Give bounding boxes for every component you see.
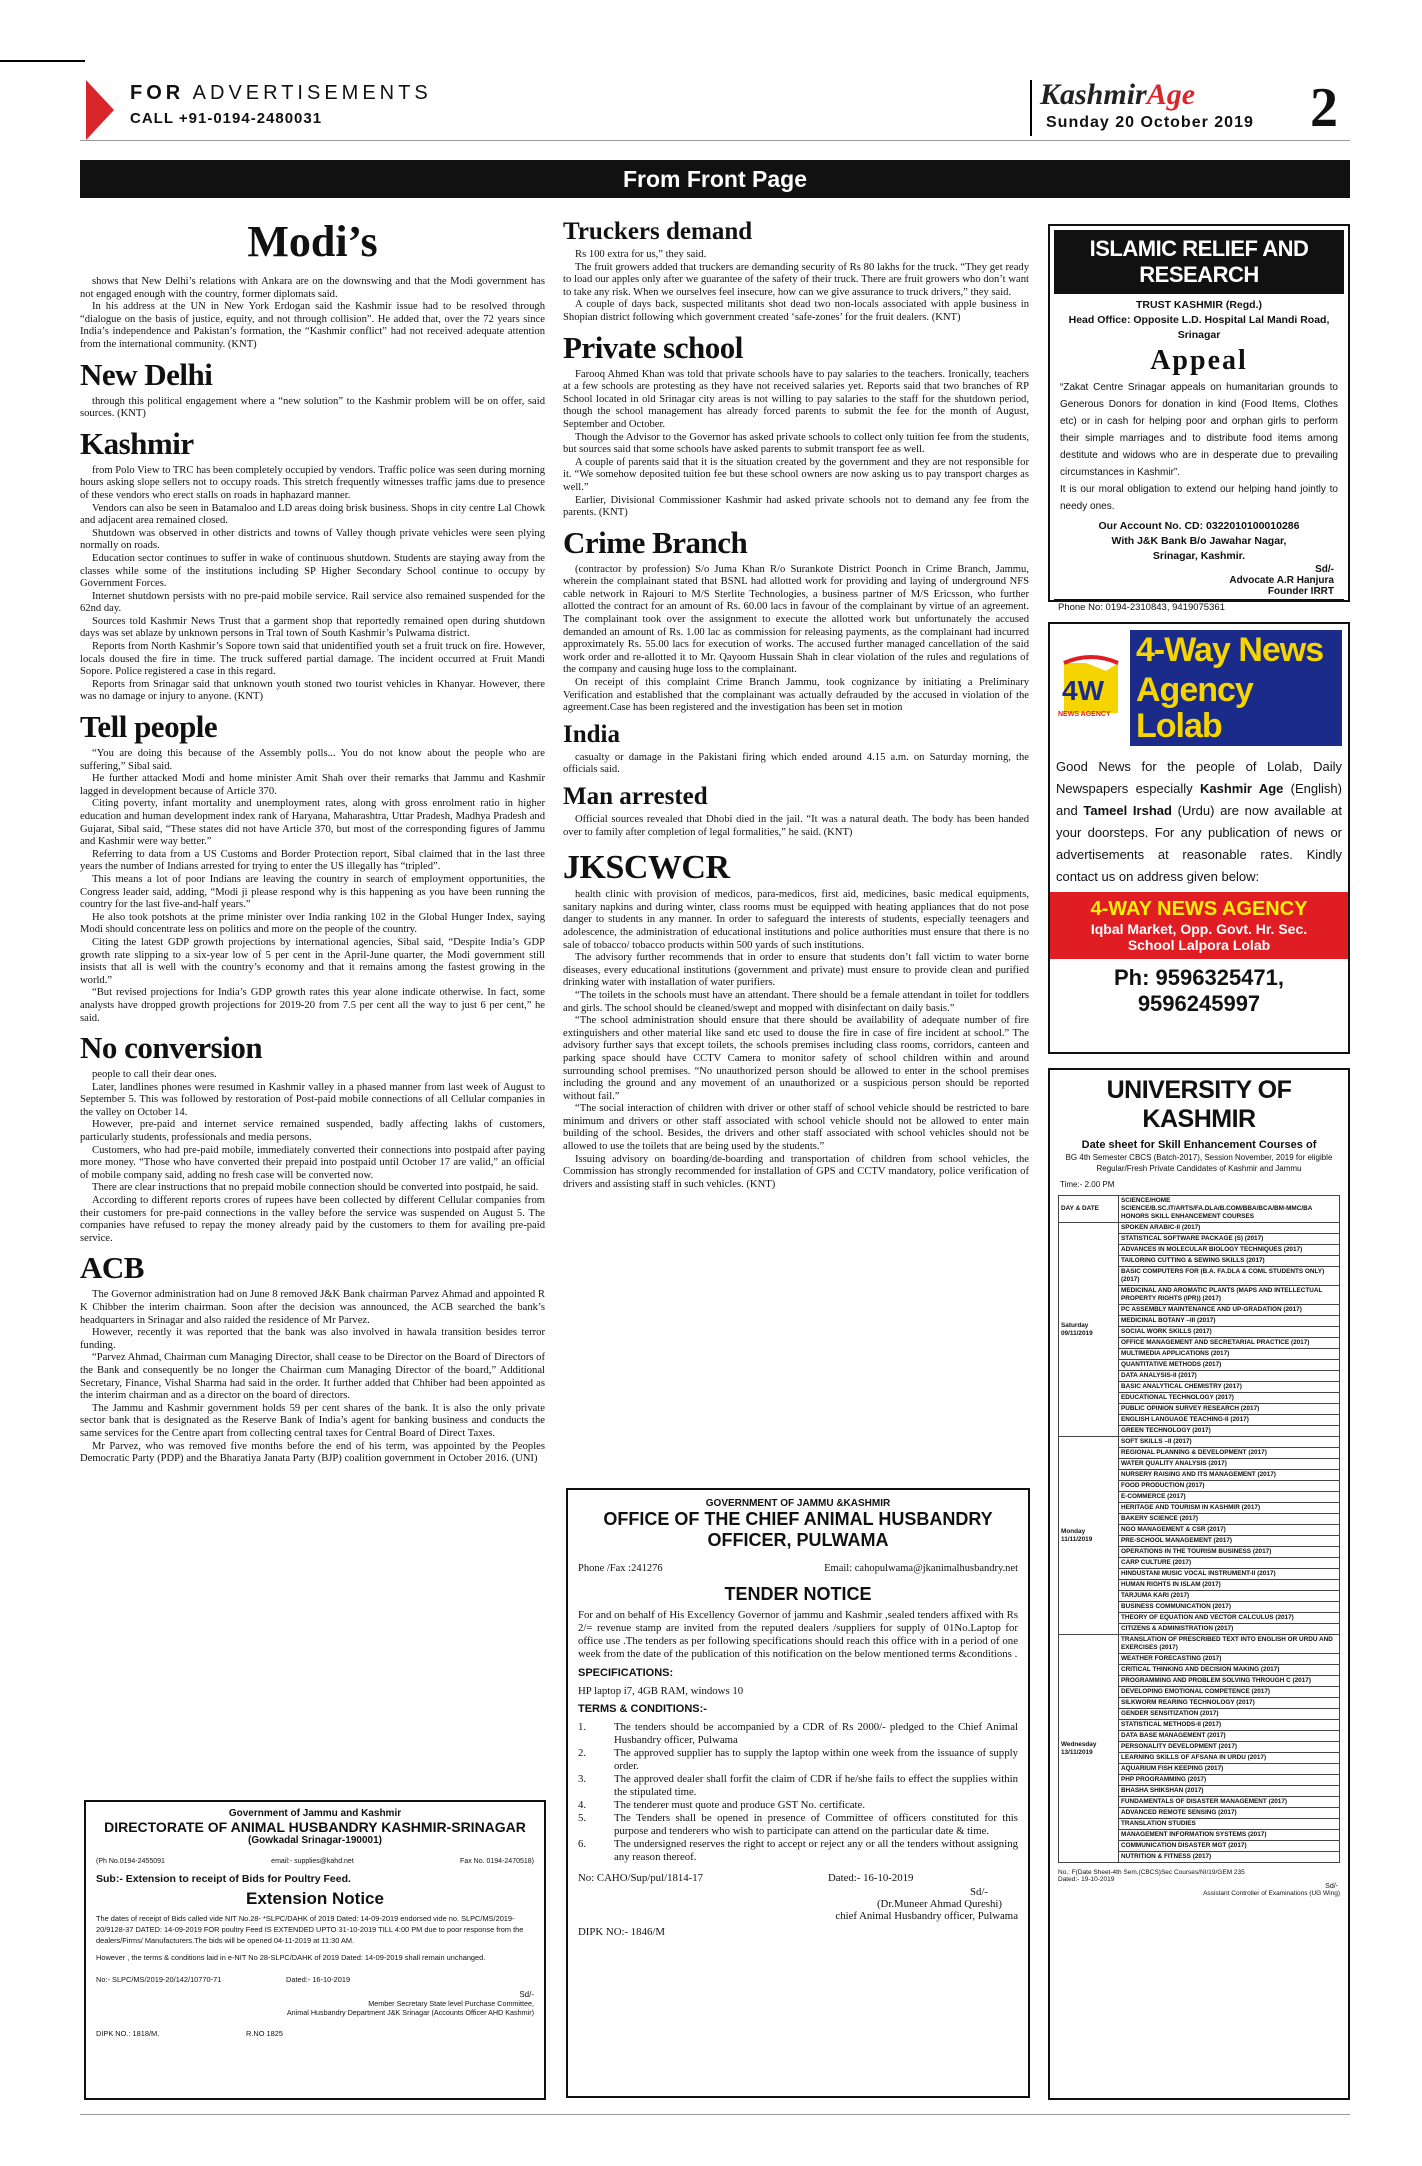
uk-course-cell: NURSERY RAISING AND ITS MANAGEMENT (2017) bbox=[1119, 1470, 1340, 1481]
paragraph: Internet shutdown persists with no pre-paid mobile service. Rail service also remained suspended for the 62nd day. bbox=[80, 590, 545, 615]
uk-course-cell: SILKWORM REARING TECHNOLOGY (2017) bbox=[1119, 1698, 1340, 1709]
uk-course-cell: CRITICAL THINKING AND DECISION MAKING (2017) bbox=[1119, 1665, 1340, 1676]
paragraph: He further attacked Modi and home minister Amit Shah over their remarks that Jammu and Kashmir lagged in development because of Article 370. bbox=[80, 773, 545, 797]
tn-term-number: 3. bbox=[578, 1773, 587, 1785]
uk-row bbox=[1059, 1635, 1340, 1654]
paragraph: through this political engagement where a “new solution” to the Kashmir problem will be on offer, said sources. (KNT) bbox=[80, 395, 545, 420]
paragraph: Earlier, Divisional Commissioner Kashmir had asked private schools not to demand any fee from the parents. (KNT) bbox=[563, 494, 1029, 519]
tn-terms-list bbox=[578, 1721, 1018, 1864]
uk-course-cell: CITIZENS & ADMINISTRATION (2017) bbox=[1119, 1624, 1340, 1635]
uk-row bbox=[1059, 1437, 1340, 1448]
paragraph: However, recently it was reported that the bank was also involved in hawala transition besides terror funding. bbox=[80, 1327, 545, 1351]
dah-fax: Fax No. 0194-2470518) bbox=[460, 1858, 534, 1865]
tn-term-text: The Tenders shall be opened in presence of Committee of officers constituted for this purpose and tenderers who wish to participate can attend on the particular date & time. bbox=[614, 1812, 1018, 1837]
wn-addr-1: Iqbal Market, Opp. Govt. Hr. Sec. bbox=[1090, 921, 1308, 937]
paragraph: Reports from Srinagar said that unknown youth stoned two tourist vehicles in Khanyar. However, there was no damage or injury to anyone. (KNT) bbox=[80, 678, 545, 703]
irr-phone: Phone No: 0194-2310843, 9419075361 bbox=[1054, 599, 1344, 615]
paragraph: Customers, who had pre-paid mobile, immediately converted their connections into postpaid after paying more money. “Those who have converted their prepaid into postpaid until October 17 are valid,” an official of mobile company said, adding no fresh case will be converted now. bbox=[80, 1144, 545, 1181]
story-title-modis: Modi’s bbox=[247, 217, 378, 266]
uk-course-cell: WEATHER FORECASTING (2017) bbox=[1119, 1654, 1340, 1665]
dah-title: DIRECTORATE OF ANIMAL HUSBANDRY KASHMIR-SRINAGAR bbox=[104, 1819, 526, 1835]
tn-ref-date: Dated:- 16-10-2019 bbox=[828, 1872, 914, 1884]
irr-bank: With J&K Bank B/o Jawahar Nagar, bbox=[1111, 535, 1287, 547]
uk-row bbox=[1059, 1223, 1340, 1234]
dah-ref-date: Dated:- 16-10-2019 bbox=[286, 1975, 351, 1984]
wn-phone: Ph: 9596325471, 9596245997 bbox=[1113, 965, 1285, 1016]
directorate-extension-notice bbox=[84, 1800, 546, 2100]
uk-course-cell: TAILORING CUTTING & SEWING SKILLS (2017) bbox=[1119, 1256, 1340, 1267]
paragraph: Later, landlines phones were resumed in Kashmir valley in a phased manner from last week of August to September 5. This was followed by restoration of Post-paid mobile connections of all Cellular companies in the valley on October 14. bbox=[80, 1081, 545, 1118]
dah-email: email:- supplies@kahd.net bbox=[271, 1858, 354, 1865]
tn-ref-no: No: CAHO/Sup/pul/1814-17 bbox=[578, 1872, 704, 1884]
tn-terms-heading: TERMS & CONDITIONS:- bbox=[578, 1703, 707, 1715]
paragraph: Official sources revealed that Dhobi died in the jail. “It was a natural death. The body has been handed over to family after completion of legal formalities,” he said. (KNT) bbox=[563, 814, 1029, 838]
tn-designation: chief Animal Husbandry officer, Pulwama bbox=[835, 1910, 1018, 1922]
paragraph: shows that New Delhi’s relations with Ankara are on the downswing and that the Modi government has not engaged enough with the country, former diplomats said. bbox=[80, 276, 545, 300]
masthead-logo: KashmirAge bbox=[1040, 78, 1196, 111]
uk-course-cell: DATA BASE MANAGEMENT (2017) bbox=[1119, 1731, 1340, 1742]
uk-course-cell: BHASHA SHIKSHAN (2017) bbox=[1119, 1786, 1340, 1797]
tn-term-text: The tenders should be accompanied by a CDR of Rs 2000/- pledged to the Chief Animal Husbandry officer, Pulwama bbox=[614, 1721, 1018, 1746]
paragraph: Referring to data from a US Customs and Border Protection report, Sibal claimed that in the last three years the number of Indians arrested for trying to enter the US illegally has “tripled”. bbox=[80, 848, 545, 873]
story-body-jkscwcr bbox=[563, 889, 1029, 1191]
uk-head-day: DAY & DATE bbox=[1059, 1196, 1119, 1223]
tn-term-item bbox=[578, 1799, 1018, 1812]
story-body-man-arrested bbox=[563, 814, 1029, 839]
story-title-acb: ACB bbox=[80, 1250, 144, 1286]
wn-logo-icon bbox=[1056, 653, 1126, 723]
paragraph: Sources told Kashmir News Trust that a garment shop that reportedly remained open during shutdown days was set ablaze by unknown persons in Tral town of South Kashmir’s Pulwama district. bbox=[80, 615, 545, 640]
uk-course-cell: DATA ANALYSIS-II (2017) bbox=[1119, 1371, 1340, 1382]
issue-date: Sunday 20 October 2019 bbox=[1046, 114, 1254, 131]
dah-member-2: Animal Husbandry Department J&K Srinagar (Accounts Officer AHD Kashmir) bbox=[286, 2008, 534, 2017]
paragraph: “You are doing this because of the Assembly polls... You do not know about the people who are suffering,” Sibal said. bbox=[80, 748, 545, 772]
tn-ref-row bbox=[578, 1872, 1018, 1884]
advertisement-label: FOR ADVERTISEMENTS bbox=[130, 82, 432, 104]
irr-sd: Sd/- bbox=[1315, 564, 1334, 575]
tn-term-number: 4. bbox=[578, 1799, 587, 1811]
paragraph: Education sector continues to suffer in wake of continuous shutdown. Students are staying away from the classes while some of the institutions including SP Higher Secondary School continue to occupy by Government Forces. bbox=[80, 552, 545, 590]
tn-signer: (Dr.Muneer Ahmad Qureshi) bbox=[876, 1898, 1002, 1910]
uk-course-cell: TRANSLATION OF PRESCRIBED TEXT INTO ENGLISH OR URDU AND EXERCISES (2017) bbox=[1119, 1635, 1340, 1654]
wn-logo-sub: NEWS AGENCY bbox=[1058, 711, 1111, 718]
uk-course-cell: ADVANCES IN MOLECULAR BIOLOGY TECHNIQUES (2017) bbox=[1119, 1245, 1340, 1256]
tn-spec: HP laptop i7, 4GB RAM, windows 10 bbox=[578, 1685, 744, 1697]
paragraph: On receipt of this complaint Crime Branch Jammu, took cognizance by initiating a Preliminary Verification and established that the complainant was actually defrauded by the accused in violation of the agreement.Case has been registered and the investigation has been set in motion bbox=[563, 677, 1029, 714]
uk-course-cell: HUMAN RIGHTS IN ISLAM (2017) bbox=[1119, 1580, 1340, 1591]
uk-header-row bbox=[1059, 1196, 1340, 1223]
paragraph: There are clear instructions that no prepaid mobile connection should be converted into postpaid, he said. bbox=[92, 1182, 539, 1194]
tn-term-item bbox=[578, 1721, 1018, 1747]
paragraph: health clinic with provision of medicos, para-medicos, first aid, medicines, basic medical equipments, sanitary napkins and during winter, class rooms must be equipped with heating appliances that do not pose danger to students in any manner. In order to safeguard the interests of students, especially teenagers and adolescence, the administration of educational institutions and police authorities must ensure that there is no sale of tobacco/ tobacco products within 500 yards of such institutions. bbox=[563, 889, 1029, 951]
uk-course-cell: GREEN TECHNOLOGY (2017) bbox=[1119, 1426, 1340, 1437]
dah-member-1: Member Secretary State level Purchase Committee, bbox=[368, 1999, 534, 2008]
paragraph: “The toilets in the schools must have an attendant. There should be a female attendant in toilet for toddlers and girls. The school should be cleaned/swept and mopped with disinfectant on daily basis.” bbox=[563, 989, 1029, 1014]
paragraph: However, pre-paid and internet service remained suspended, badly affecting lakhs of customers, particularly students, professionals and media persons. bbox=[80, 1119, 545, 1144]
uk-footer-no: No.: F(Date Sheet-4th Sem.(CBCS)Sec Courses/NI/19/GEM 235 bbox=[1058, 1869, 1245, 1876]
irr-role: Founder IRRT bbox=[1267, 586, 1334, 597]
tn-heading: TENDER NOTICE bbox=[724, 1584, 872, 1604]
paragraph: According to different reports crores of rupees have been collected by different Cellular companies from their customers for pre-paid connections in the valley before the service was suspended on August 5. The companies have refused to repay the money already paid by the customers to them for availing pre-paid service. bbox=[80, 1195, 545, 1244]
advertisement-phone: CALL +91-0194-2480031 bbox=[130, 110, 323, 127]
story-title-tell-people: Tell people bbox=[80, 709, 218, 745]
story-body-tell-people bbox=[80, 748, 545, 1025]
uk-course-cell: SOFT SKILLS –II (2017) bbox=[1119, 1437, 1340, 1448]
paragraph: “The school administration should ensure that there should be availability of adequate number of fire extinguishers and other material like sand etc used to douse the fire in case of fire incident at school.” The advisory further says that except toilets, the schools premises including class rooms, corridors, canteen and parking space should have CCTV Camera to monitor safety of school children within and around surrounding school premises. “No unauthorized person should be allowed to enter in the school premises including the ground and any movement of an unauthorized or a suspicious person should be reported without fail.” bbox=[563, 1015, 1029, 1102]
dah-subject: Sub:- Extension to receipt of Bids for Poultry Feed. bbox=[96, 1873, 351, 1885]
story-body-kashmir bbox=[80, 465, 545, 704]
wn-contact-block bbox=[1050, 892, 1348, 959]
irr-appeal-heading: Appeal bbox=[1150, 345, 1248, 376]
uk-course-cell: PRE-SCHOOL MANAGEMENT (2017) bbox=[1119, 1536, 1340, 1547]
uk-course-cell: E-COMMERCE (2017) bbox=[1119, 1492, 1340, 1503]
uk-subtitle: Date sheet for Skill Enhancement Courses of bbox=[1081, 1139, 1317, 1151]
bottom-rule bbox=[80, 2114, 1350, 2115]
irr-obligation: It is our moral obligation to extend our helping hand jointly to needy ones. bbox=[1060, 484, 1338, 512]
uk-course-cell: SPOKEN ARABIC-II (2017) bbox=[1119, 1223, 1340, 1234]
tn-govt: GOVERNMENT OF JAMMU &KASHMIR bbox=[705, 1498, 891, 1509]
uk-course-cell: GENDER SENSITIZATION (2017) bbox=[1119, 1709, 1340, 1720]
paragraph: casualty or damage in the Pakistani firing which ended around 4.15 a.m. on Saturday morning, the officials said. bbox=[563, 751, 1029, 776]
uk-course-cell: TARJUMA KARI (2017) bbox=[1119, 1591, 1340, 1602]
uk-course-cell: FUNDAMENTALS OF DISASTER MANAGEMENT (2017) bbox=[1119, 1797, 1340, 1808]
paragraph: Rs 100 extra for us,” they said. bbox=[575, 249, 707, 260]
uk-course-cell: AQUARIUM FISH KEEPING (2017) bbox=[1119, 1764, 1340, 1775]
tn-email: Email: cahopulwama@jkanimalhusbandry.net bbox=[824, 1563, 1018, 1574]
uk-course-cell: ADVANCED REMOTE SENSING (2017) bbox=[1119, 1808, 1340, 1819]
uk-head-course: SCIENCE/HOME SCIENCE/B.SC.IT/ARTS/FA.DLA/B.COM/BBA/BCA/BM-MMC/BA HONORS SKILL ENHANCEMENT COURSES bbox=[1119, 1196, 1340, 1223]
irr-account: Our Account No. CD: 0322010100010286 bbox=[1098, 520, 1300, 532]
four-way-news-ad bbox=[1048, 622, 1350, 1054]
paragraph: Farooq Ahmed Khan was told that private schools have to pay salaries to the teachers. Ironically, teachers at a few schools are protesting as they have not received salaries yet. Reports said that two branches of RP School located in old Srinagar city areas is not willing to pay salaries to the staff for the shutdown period, though the school management has already forced parents to submit the fee for the month of August, September and October. bbox=[563, 368, 1029, 430]
story-title-private-school: Private school bbox=[563, 329, 743, 365]
story-body-new-delhi bbox=[80, 396, 545, 421]
dah-rno: R.NO 1825 bbox=[246, 2029, 283, 2038]
paragraph: Though the Advisor to the Governor has asked private schools to collect only tuition fee from the students, but sources said that some schools have asked parents to submit transport fee as well. bbox=[563, 431, 1029, 456]
uk-title: UNIVERSITY OF KASHMIR bbox=[1106, 1076, 1292, 1133]
story-title-truckers: Truckers demand bbox=[563, 218, 753, 245]
tn-term-number: 1. bbox=[578, 1721, 587, 1733]
paragraph: A couple of days back, suspected militants shot dead two non-locals associated with apple business in Shopian district following which government created ‘safe-zones’ for the fruit dealers. (KNT) bbox=[563, 299, 1029, 323]
wn-header bbox=[1050, 624, 1348, 752]
red-arrow-icon bbox=[86, 80, 114, 140]
paragraph: people to call their dear ones. bbox=[92, 1069, 217, 1081]
uk-course-cell: STATISTICAL METHODS-II (2017) bbox=[1119, 1720, 1340, 1731]
uk-course-cell: PERSONALITY DEVELOPMENT (2017) bbox=[1119, 1742, 1340, 1753]
tn-title: OFFICE OF THE CHIEF ANIMAL HUSBANDRY OFFICER, PULWAMA bbox=[603, 1509, 993, 1550]
top-rule bbox=[0, 60, 85, 62]
tn-term-item bbox=[578, 1838, 1018, 1864]
uk-course-cell: LEARNING SKILLS OF AFSANA IN URDU (2017) bbox=[1119, 1753, 1340, 1764]
wn-addr-2: School Lalpora Lolab bbox=[1127, 937, 1271, 953]
story-title-kashmir: Kashmir bbox=[80, 425, 194, 461]
tn-phone: Phone /Fax :241276 bbox=[578, 1563, 663, 1574]
dah-notice-heading: Extension Notice bbox=[246, 1889, 384, 1908]
tn-term-text: The approved dealer shall forfit the claim of CDR if he/she fails to effect the supplies within the stipulated time. bbox=[614, 1773, 1018, 1798]
uk-course-cell: SOCIAL WORK SKILLS (2017) bbox=[1119, 1327, 1340, 1338]
uk-course-cell: PUBLIC OPINION SURVEY RESEARCH (2017) bbox=[1119, 1404, 1340, 1415]
paragraph: The Governor administration had on June 8 removed J&K Bank chairman Parvez Ahmad and appointed R K Chibber the interim chairman. Soon after the decision was announced, the ACB searched the bank’s headquarters in Srinagar and also raided the residence of Mr Parvez. bbox=[80, 1289, 545, 1326]
wn-title-2: Agency Lolab bbox=[1130, 670, 1342, 746]
dah-ref-no: No:- SLPC/MS/2019-20/142/10770-71 bbox=[96, 1975, 222, 1984]
wn-logo-text: 4W bbox=[1062, 675, 1104, 706]
story-title-new-delhi: New Delhi bbox=[80, 356, 213, 392]
story-body-india bbox=[563, 752, 1029, 777]
tn-term-number: 6. bbox=[578, 1838, 587, 1850]
irr-city: Srinagar, Kashmir. bbox=[1152, 550, 1246, 562]
paragraph: Shutdown was observed in other districts and towns of Valley though private vehicles were seen plying normally on roads. bbox=[80, 527, 545, 552]
uk-course-cell: HINDUSTANI MUSIC VOCAL INSTRUMENT-II (2017) bbox=[1119, 1569, 1340, 1580]
irr-office: Head Office: Opposite L.D. Hospital Lal Mandi Road, Srinagar bbox=[1068, 314, 1330, 341]
dah-sd: Sd/- bbox=[519, 1990, 534, 1999]
kashmir-university-datesheet bbox=[1048, 1068, 1350, 2100]
dah-govt: Government of Jammu and Kashmir bbox=[228, 1808, 402, 1819]
tn-dipk: DIPK NO:- 1846/M bbox=[578, 1926, 665, 1938]
uk-course-cell: ENGLISH LANGUAGE TEACHING-II (2017) bbox=[1119, 1415, 1340, 1426]
paragraph: “The social interaction of children with driver or other staff of school vehicle should be restricted to bare minimum and drivers or other staff associated with school vehicle should not be allowed to enter main building of the school. Besides, the drivers and other staff associated with school vehicles should not be allowed to use the toilets that are being used by the students.” bbox=[563, 1103, 1029, 1153]
uk-course-cell: MULTIMEDIA APPLICATIONS (2017) bbox=[1119, 1349, 1340, 1360]
tender-notice bbox=[566, 1488, 1030, 2098]
column-two bbox=[563, 212, 1029, 1191]
tn-term-text: The undersigned reserves the right to accept or reject any or all the tenders without assigning any reason thereof. bbox=[614, 1838, 1018, 1863]
tn-term-text: The approved supplier has to supply the laptop within one week from the issuance of supply order. bbox=[614, 1747, 1018, 1772]
dah-body: The dates of receipt of Bids called vide NIT No.28- *SLPC/DAHK of 2019 Dated: 14-09-2019 endorsed vide no. SLPC/MS/2019-20/9128-37 DATED: 14-09-2019 FOR poultry Feed IS EXTENDED UPTO 31-10-2019 TILL 4:00 PM due to poor response from the dealers/Firms/ Manufacturers.The bids will be opened 04-11-2019 at 11:30 AM. bbox=[96, 1914, 524, 1945]
paragraph: He also took potshots at the prime minister over India ranking 102 in the Global Hunger Index, saying Modi should concentrate less on politics and more on the people of the country. bbox=[80, 911, 545, 936]
uk-subtitle-2: BG 4th Semester CBCS (Batch-2017), Session November, 2019 for eligible Regular/Fresh Private Candidates of Kashmir and Jammu bbox=[1065, 1153, 1333, 1173]
uk-course-cell: OPERATIONS IN THE TOURISM BUSINESS (2017) bbox=[1119, 1547, 1340, 1558]
story-body-modis bbox=[80, 276, 545, 352]
uk-course-cell: TRANSLATION STUDIES bbox=[1119, 1819, 1340, 1830]
uk-course-cell: MANAGEMENT INFORMATION SYSTEMS (2017) bbox=[1119, 1830, 1340, 1841]
uk-course-cell: QUANTITATIVE METHODS (2017) bbox=[1119, 1360, 1340, 1371]
uk-course-cell: MEDICINAL AND AROMATIC PLANTS (MAPS AND INTELLECTUAL PROPERTY RIGHTS (IPR)) (2017) bbox=[1119, 1286, 1340, 1305]
header-divider bbox=[1030, 80, 1032, 136]
tn-term-number: 5. bbox=[578, 1812, 587, 1824]
uk-day-cell: Monday 11/11/2019 bbox=[1059, 1437, 1119, 1635]
section-banner: From Front Page bbox=[80, 160, 1350, 198]
story-body-private-school bbox=[563, 369, 1029, 520]
paragraph: In his address at the UN in New York Erdogan said the Kashmir issue had to be resolved through “dialogue on the basis of justice, equity, and not through collision”. He added that, over the 72 years since India’s independence and Pakistan’s formation, the “Kashmir conflict” had not received adequate attention from the international community. (KNT) bbox=[80, 301, 545, 350]
dah-contact-row bbox=[96, 1858, 534, 1865]
uk-course-cell: FOOD PRODUCTION (2017) bbox=[1119, 1481, 1340, 1492]
paragraph: This means a lot of poor Indians are leaving the country in search of employment opportunities, the Congress leader said, adding, “Modi ji please respond why is this happening as you have been running the country for the last five-and-half years.” bbox=[80, 873, 545, 911]
dah-address: (Gowkadal Srinagar-190001) bbox=[248, 1835, 382, 1846]
tn-term-item bbox=[578, 1747, 1018, 1773]
tn-body: For and on behalf of His Excellency Governor of jammu and Kashmir ,sealed tenders affixed with Rs 2/= revenue stamp are invited from the reputed dealers /suppliers for supply of 01No.Laptop for office use .The tenders as per following specifications should reach this office with in a period of one week from the date of the publication of this notification on the below mentioned terms &conditions . bbox=[578, 1609, 1018, 1660]
uk-course-cell: STATISTICAL SOFTWARE PACKAGE (S) (2017) bbox=[1119, 1234, 1340, 1245]
uk-course-cell: OFFICE MANAGEMENT AND SECRETARIAL PRACTICE (2017) bbox=[1119, 1338, 1340, 1349]
paragraph: The advisory further recommends that in order to ensure that students don’t fall victim to water borne diseases, every educational institutions (government and private) must ensure to provide clean and purified drinking water with installation of water purifiers. bbox=[563, 952, 1029, 989]
uk-day-cell: Saturday 09/11/2019 bbox=[1059, 1223, 1119, 1437]
paragraph: The Jammu and Kashmir government holds 59 per cent shares of the bank. It is also the only private sector bank that is designated as the Reserve Bank of India’s agent for banking business and conducts the same services for the Centre apart from collecting central taxes for Central Board of Direct Taxes. bbox=[80, 1402, 545, 1439]
uk-course-cell: BAKERY SCIENCE (2017) bbox=[1119, 1514, 1340, 1525]
paragraph: from Polo View to TRC has been completely occupied by vendors. Traffic police was seen during morning hours asking slope sellers not to occupy roads. This stretch frequently witnesses traffic jams due to presence of these vendors who erect stalls on roads in haphazard manner. bbox=[80, 464, 545, 501]
uk-course-cell: MEDICINAL BOTANY –III (2017) bbox=[1119, 1316, 1340, 1327]
uk-course-cell: THEORY OF EQUATION AND VECTOR CALCULUS (2017) bbox=[1119, 1613, 1340, 1624]
paragraph: Citing poverty, infant mortality and unemployment rates, along with gross enrolment ratio in higher education and human development index rank of Haryana, Maharashtra, Uttar Pradesh, Madhya Pradesh and Gujarat, Sibal said, “These states did not have Article 370, but most of the corresponding figures of Jammu and Kashmir were way better.” bbox=[80, 798, 545, 848]
dah-ref-row bbox=[96, 1975, 534, 1984]
story-title-jkscwcr: JKSCWCR bbox=[563, 849, 730, 887]
tn-spec-heading: SPECIFICATIONS: bbox=[578, 1667, 674, 1679]
uk-course-cell: CARP CULTURE (2017) bbox=[1119, 1558, 1340, 1569]
dah-phone: (Ph No.0194-2455091 bbox=[96, 1858, 165, 1865]
uk-course-cell: NGO MANAGEMENT & CSR (2017) bbox=[1119, 1525, 1340, 1536]
uk-course-cell: REGIONAL PLANNING & DEVELOPMENT (2017) bbox=[1119, 1448, 1340, 1459]
uk-course-cell: BASIC ANALYTICAL CHEMISTRY (2017) bbox=[1119, 1382, 1340, 1393]
uk-course-cell: EDUCATIONAL TECHNOLOGY (2017) bbox=[1119, 1393, 1340, 1404]
tn-term-item bbox=[578, 1773, 1018, 1799]
tn-contact-row bbox=[578, 1563, 1018, 1574]
uk-course-cell: DEVELOPING EMOTIONAL COMPETENCE (2017) bbox=[1119, 1687, 1340, 1698]
uk-footer-sign: Assistant Controller of Examinations (UG Wing) bbox=[1203, 1890, 1340, 1897]
tn-term-number: 2. bbox=[578, 1747, 587, 1759]
paragraph: Citing the latest GDP growth projections by international agencies, Sibal said, “Despite India’s GDP growth rate slipping to a six-year low of 5 per cent in the April-June quarter, the Modi government still insists that all is well with the country’s economy and that it remains among the fastest growing in the world.” bbox=[80, 936, 545, 986]
uk-footer-date: Dated:- 19-10-2019 bbox=[1058, 1876, 1115, 1883]
uk-time: Time:- 2.00 PM bbox=[1060, 1180, 1115, 1189]
uk-course-cell: BUSINESS COMMUNICATION (2017) bbox=[1119, 1602, 1340, 1613]
paragraph: Mr Parvez, who was removed five months before the end of his term, was appointed by the Peoples Democratic Party (PDP) and the Bharatiya Janata Party (BJP) coalition government in October 2016. (UNI) bbox=[80, 1440, 545, 1465]
uk-course-cell: HERITAGE AND TOURISM IN KASHMIR (2017) bbox=[1119, 1503, 1340, 1514]
story-body-acb bbox=[80, 1289, 545, 1465]
uk-course-cell: PC ASSEMBLY MAINTENANCE AND UP-GRADATION (2017) bbox=[1119, 1305, 1340, 1316]
dah-dipk: DIPK NO.: 1818/M. bbox=[96, 2029, 160, 2038]
uk-course-cell: PHP PROGRAMMING (2017) bbox=[1119, 1775, 1340, 1786]
header-rule bbox=[80, 140, 1350, 141]
page-number: 2 bbox=[1310, 77, 1338, 139]
wn-body: Good News for the people of Lolab, Daily Newspapers especially Kashmir Age (English) and Tameel Irshad (Urdu) are now available at your doorsteps. For any publication of news or advertisements at reasonable rates. Kindly contact us on address given below: bbox=[1056, 759, 1342, 884]
irr-title: ISLAMIC RELIEF AND RESEARCH bbox=[1054, 230, 1344, 294]
uk-course-cell: BASIC COMPUTERS FOR (B.A. FA.DLA & COML STUDENTS ONLY) (2017) bbox=[1119, 1267, 1340, 1286]
story-title-man-arrested: Man arrested bbox=[563, 783, 708, 810]
dah-body-2: However , the terms & conditions laid in e-NIT No 28-SLPC/DAHK of 2019 Dated: 14-09-2019 shall remain unchanged. bbox=[96, 1953, 486, 1962]
uk-day-cell: Wednesday 13/11/2019 bbox=[1059, 1635, 1119, 1863]
paragraph: Reports from North Kashmir’s Sopore town said that unidentified youth set a fruit truck on fire. However, locals doused the fire in time. The truck suffered partial damage. The incident occurred at Fruit Mandi Sopore. Police registered a case in this regard. bbox=[80, 641, 545, 678]
irr-signer: Advocate A.R Hanjura bbox=[1229, 575, 1334, 586]
tn-term-text: The tenderer must quote and produce GST No. certificate. bbox=[614, 1799, 866, 1811]
paragraph: The fruit growers added that truckers are demanding security of Rs 80 lakhs for the truck. “They get ready to load our apples only after we guarantee of the safety of their truck. There are fruit growers who don’t want to take any risk. When we ourselves feel insecure, how can we give assurance to truck drivers,” they said. bbox=[563, 261, 1029, 298]
paragraph: Vendors can also be seen in Batamaloo and LD areas doing brisk business. Shops in city centre Lal Chowk and adjacent area remained closed. bbox=[80, 502, 545, 527]
column-one bbox=[80, 210, 545, 1466]
uk-course-cell: COMMUNICATION DISASTER MGT (2017) bbox=[1119, 1841, 1340, 1852]
story-body-crime-branch bbox=[563, 564, 1029, 715]
uk-datesheet-table bbox=[1058, 1195, 1340, 1863]
uk-footer-sd: Sd/- bbox=[1325, 1883, 1338, 1890]
wn-title-1: 4-Way News bbox=[1130, 630, 1342, 670]
irr-trust: TRUST KASHMIR (Regd.) bbox=[1136, 299, 1262, 311]
story-title-no-conversion: No conversion bbox=[80, 1030, 263, 1066]
paragraph: “But revised projections for India’s GDP growth rates this year alone indicate otherwise. In fact, some analysts have dropped growth projections for 2019-20 from 7.5 per cent all the way to just 6 per cent,” he said. bbox=[80, 987, 545, 1024]
uk-course-cell: NUTRITION & FITNESS (2017) bbox=[1119, 1852, 1340, 1863]
uk-course-cell: WATER QUALITY ANALYSIS (2017) bbox=[1119, 1459, 1340, 1470]
dah-dipk-row bbox=[96, 2029, 534, 2038]
wn-name: 4-WAY NEWS AGENCY bbox=[1090, 898, 1308, 920]
uk-course-cell: PROGRAMMING AND PROBLEM SOLVING THROUGH C (2017) bbox=[1119, 1676, 1340, 1687]
tn-term-item bbox=[578, 1812, 1018, 1838]
paragraph: “Parvez Ahmad, Chairman cum Managing Director, shall cease to be Director on the Board of Directors of the Bank and consequently be no longer the Chairman cum Managing Director of the board,” Additional Secretary, Finance, Vishal Sharma had said in the order. It further added that Chhiber had been appointed as the interim chairman and as a director on the board of directors. bbox=[80, 1352, 545, 1402]
islamic-relief-appeal bbox=[1048, 224, 1350, 613]
story-body-truckers bbox=[563, 249, 1029, 325]
irr-body: “Zakat Centre Srinagar appeals on humanitarian grounds to Generous Donors for donation in kind (Food Items, Clothes etc) or in cash for helping poor and orphan girls to perform their simple marriages and to distribute food items among destitute and widows who are in desperate due to prevailing circumstances in Kashmir”. bbox=[1060, 382, 1338, 478]
story-title-crime-branch: Crime Branch bbox=[563, 524, 748, 560]
tn-sd: Sd/- bbox=[970, 1886, 988, 1898]
story-body-no-conversion bbox=[80, 1069, 545, 1245]
paragraph: (contractor by profession) S/o Juma Khan R/o Surankote District Poonch in Crime Branch, Jammu, wherein the complainant stated that BSNL had allotted work for providing and laying of underground NFS cable network in Rajouri to M/S Sterlite Technologies, a business partner of M/S Ericsson, who further allotted the contract for an amount of Rs. 60.00 lacs in favour of the complainant by virtue of an agreement. The complainant took over the assignment to execute the allotted work but unfortunately the accused demanded an amount of Rs. 1.00 lac as commission for releasing payments, as the complainant had incurred approximately Rs. 55.00 lacs for execution of works. The accused further managed cancellation of the said work order and re-allotted it to Mr. Qayoom Hussain Shah in clear violation of the rules and regulations of the company and causing huge loss to the complainant. bbox=[563, 563, 1029, 676]
paragraph: Issuing advisory on boarding/de-boarding and transportation of children from school vehicles, the Commission has strongly recommended for installation of GPS and CCTV mandatory, police verification of drivers and assisting staff in such vehicles. (KNT) bbox=[563, 1153, 1029, 1190]
story-title-india: India bbox=[563, 720, 620, 748]
paragraph: A couple of parents said that it is the situation created by the government and they are not responsible for it. “We somehow deposited tuition fee but these school owners are now asking us to pay transport charges as well.” bbox=[563, 456, 1029, 493]
